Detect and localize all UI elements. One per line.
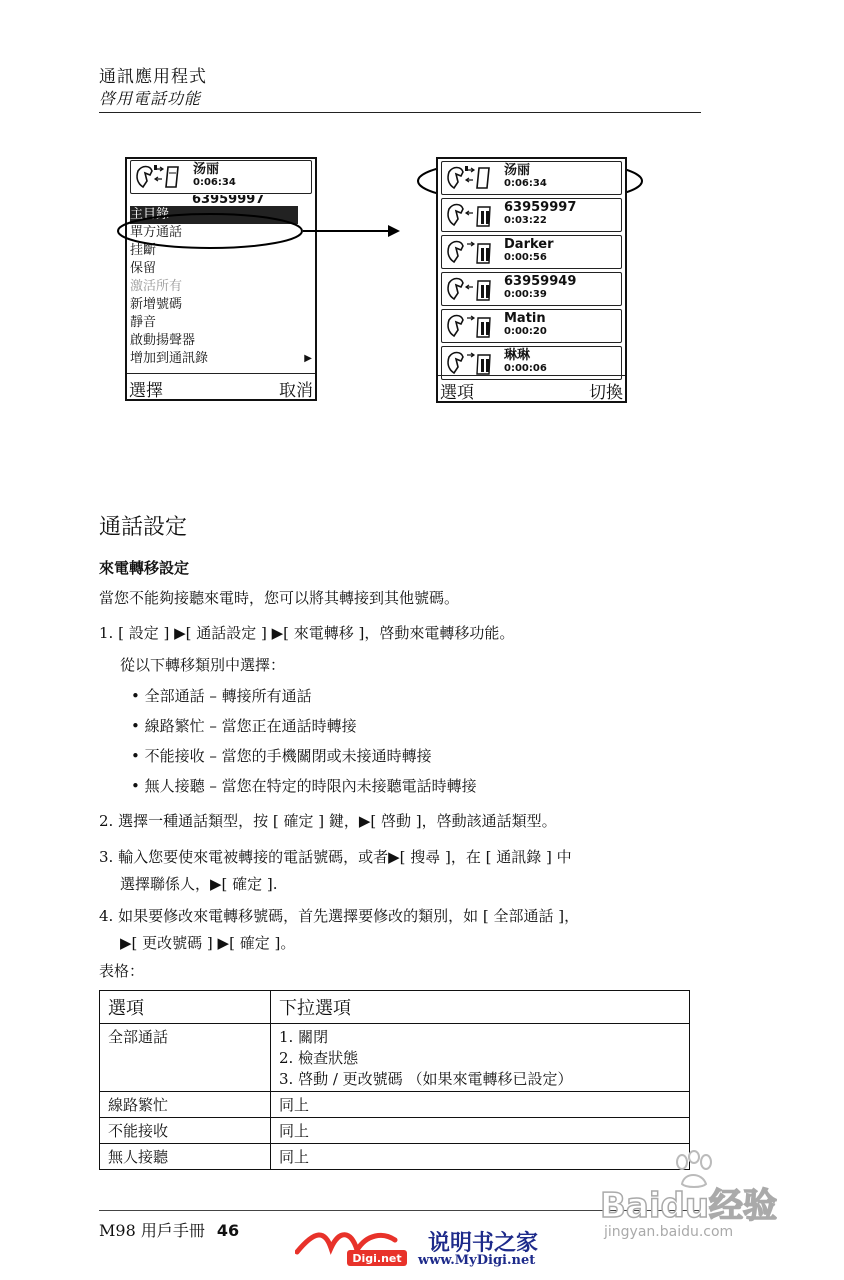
- step-3-line-2: 選擇聯係人，▶[ 確定 ].: [120, 875, 278, 893]
- call-card: [441, 272, 622, 306]
- submenu-arrow-icon: ▶: [304, 353, 312, 364]
- menu-item-hold[interactable]: 保留: [130, 261, 157, 276]
- right-softkey-bar: [438, 375, 625, 401]
- softkey-options[interactable]: 選項: [440, 383, 474, 403]
- bullet-item: • 線路繁忙 – 當您正在通話時轉接: [131, 716, 357, 736]
- call-time: 0:00:56: [504, 252, 547, 263]
- call-held-icon: [445, 201, 497, 228]
- menu-item-main[interactable]: 主目錄: [130, 206, 298, 224]
- step-4-line-1: 4. 如果要修改來電轉移號碼，首先選擇要修改的類別，如 [ 全部通話 ]，: [99, 907, 580, 925]
- call-held-icon: [445, 275, 497, 302]
- call-name: 汤丽: [193, 162, 220, 177]
- baidu-watermark: Baidu经验: [600, 1186, 778, 1226]
- softkey-cancel[interactable]: 取消: [279, 381, 313, 401]
- call-name: 汤丽: [504, 163, 531, 178]
- table-header-option: 選項: [100, 991, 271, 1024]
- page-number: 46: [216, 1221, 240, 1240]
- pointer-arrow-head: [388, 225, 400, 237]
- menu-item-activate-all: 激活所有: [130, 279, 183, 294]
- baidu-url: jingyan.baidu.com: [604, 1224, 734, 1240]
- step-1: 1. [ 設定 ] ▶[ 通話設定 ] ▶[ 來電轉移 ]，啓動來電轉移功能。: [99, 624, 515, 642]
- table-label: 表格：: [99, 962, 145, 980]
- menu-item-add-contact[interactable]: 增加到通訊錄 ▶: [130, 351, 312, 366]
- call-held-icon: [445, 312, 497, 339]
- step-2: 2. 選擇一種通話類型，按 [ 確定 ] 鍵，▶[ 啓動 ]，啓動該通話類型。: [99, 812, 557, 830]
- call-name: Matin: [504, 311, 546, 326]
- table-cell-option: 線路繁忙: [100, 1092, 271, 1118]
- call-time: 0:06:34: [504, 178, 547, 189]
- call-card: [441, 161, 622, 195]
- softkey-select[interactable]: 選擇: [129, 381, 163, 401]
- table-header-dropdown: 下拉選項: [271, 991, 690, 1024]
- menu-item-new-number[interactable]: 新增號碼: [130, 297, 183, 312]
- call-time: 0:03:22: [504, 215, 547, 226]
- menu-item-single-call[interactable]: 單方通話: [130, 225, 183, 240]
- menu-item-speaker[interactable]: 啟動揚聲器: [130, 333, 196, 348]
- table-cell-dropdown: 同上: [271, 1144, 690, 1170]
- call-active-icon: [445, 164, 497, 191]
- table-row: [100, 1118, 690, 1144]
- call-card: [441, 235, 622, 269]
- page-header-title: 通訊應用程式: [99, 67, 207, 87]
- step-4-line-2: ▶[ 更改號碼 ] ▶[ 確定 ]。: [120, 934, 296, 952]
- call-time: 0:00:20: [504, 326, 547, 337]
- section-subtitle: 來電轉移設定: [99, 559, 190, 577]
- table-header-row: [100, 991, 690, 1024]
- table-row: [100, 1092, 690, 1118]
- bullet-item: • 不能接收 – 當您的手機關閉或未接通時轉接: [131, 746, 432, 766]
- bullet-item: • 無人接聽 – 當您在特定的時限內未接聽電話時轉接: [131, 776, 477, 796]
- right-phone-screen: [436, 157, 627, 403]
- dropdown-line: 1. 關閉: [279, 1028, 329, 1046]
- table-row: [100, 1024, 690, 1092]
- dropdown-line: 2. 檢查狀態: [279, 1049, 359, 1067]
- table-cell-dropdown: [271, 1024, 690, 1092]
- bullet-item: • 全部通話 – 轉接所有通話: [131, 686, 312, 706]
- softkey-switch[interactable]: 切換: [589, 383, 623, 403]
- call-name: Darker: [504, 237, 554, 252]
- call-time: 0:00:06: [504, 363, 547, 374]
- menu-item-mute[interactable]: 靜音: [130, 315, 157, 330]
- call-name: 63959997: [504, 200, 577, 215]
- intro-paragraph: 當您不能夠接聽來電時，您可以將其轉接到其他號碼。: [99, 589, 460, 607]
- table-cell-dropdown: 同上: [271, 1092, 690, 1118]
- table-cell-option: 不能接收: [100, 1118, 271, 1144]
- left-softkey-bar: [127, 373, 315, 399]
- call-card: [441, 198, 622, 232]
- call-held-icon: [445, 349, 497, 376]
- dropdown-line: 3. 啓動 / 更改號碼 （如果來電轉移已設定）: [279, 1070, 573, 1088]
- step-3-line-1: 3. 輸入您要使來電被轉接的電話號碼，或者▶[ 搜尋 ]，在 [ 通訊錄 ] 中: [99, 848, 572, 866]
- mydigi-chinese: 说明书之家: [428, 1231, 539, 1256]
- table-cell-dropdown: 同上: [271, 1118, 690, 1144]
- svg-text:Digi.net: Digi.net: [352, 1252, 402, 1265]
- section-title: 通話設定: [99, 515, 188, 540]
- call-card: [441, 309, 622, 343]
- footer-manual: M98 用戶手冊 46: [99, 1221, 240, 1240]
- highlight-ellipse-menu: [118, 214, 302, 248]
- mydigi-url: www.MyDigi.net: [418, 1253, 536, 1268]
- mydigi-logo: [295, 1222, 425, 1272]
- header-divider: [99, 112, 701, 113]
- peek-number: 63959997: [192, 195, 265, 203]
- call-name: 琳琳: [504, 348, 531, 363]
- page-header-subtitle: 啓用電話功能: [99, 89, 202, 108]
- call-forward-options-table: [99, 990, 690, 1170]
- menu-item-hang-up[interactable]: 挂斷: [130, 243, 157, 258]
- call-time: 0:00:39: [504, 289, 547, 300]
- call-time: 0:06:34: [193, 177, 236, 188]
- table-cell-option: 全部通話: [100, 1024, 271, 1092]
- call-held-icon: [445, 238, 497, 265]
- table-cell-option: 無人接聽: [100, 1144, 271, 1170]
- table-row: [100, 1144, 690, 1170]
- step-1-note: 從以下轉移類別中選擇：: [120, 656, 286, 674]
- call-name: 63959949: [504, 274, 577, 289]
